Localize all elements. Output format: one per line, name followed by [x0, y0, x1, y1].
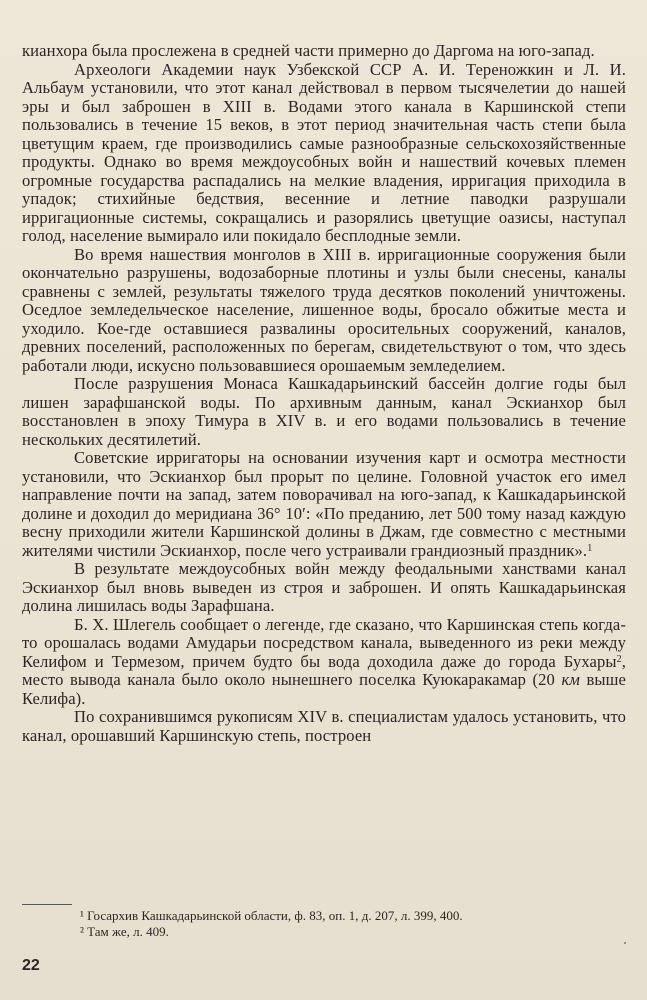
footnote-ref-2: 2	[616, 653, 622, 665]
paragraph-3: Во время нашествия монголов в XIII в. ирригационные сооружения были окончательно разрушены, водозаборные плотины и узлы были снесены, каналы сравнены с землей, результаты тяжелого труда десятков поколений уничтожены. Оседлое земледельческое население, лишенное воды, бросало обжитые места и уходило. Кое-где оставшиеся развалины оросительных сооружений, каналов, древних поселений, расположенных по берегам, свидетельствуют о том, что здесь работали люди, искусно пользовавшиеся орошаемым земледелием.	[22, 244, 626, 375]
paragraph-5	[22, 449, 626, 560]
paragraph-7-text-b: , место вывода канала было около нынешнего поселка Куюкаракамар (20	[22, 651, 626, 689]
paragraph-2: Археологи Академии наук Узбекской ССР А. И. Тереножкин и Л. И. Альбаум установили, что этот канал действовал в первом тысячелетии до нашей эры и был заброшен в XIII в. Водами этого канала в Каршинской степи пользовались в течение 15 веков, в этот период значительная часть степи была цветущим краем, где производились самые разнообразные сельскохозяйственные продукты. Однако во время междоусобных войн и нашествий кочевых племен огромные государства распадались на мелкие владения, ирригация приходила в упадок; стихийные бедствия, весенние и летние паводки разрушали ирригационные системы, сокращались и разорялись цветущие оазисы, наступал голод, население вымирало или покидало бесплодные земли.	[22, 59, 626, 245]
paragraph-1: кианхора была прослежена в средней части примерно до Даргома на юго-запад.	[22, 41, 595, 60]
body-text	[22, 42, 626, 745]
paragraph-5-text: Советские ирригаторы на основании изучения карт и осмотра местности установили, что Эскианхор был прорыт по целине. Головной участок его имел направление почти на запад, затем поворачивал на юго-запад, к Кашкадарьинской долине и доходил до меридиана 36° 10′: «По преданию, лет 500 тому назад каждую весну приходили жители Каршинской долины в Джам, где совместно с местными жителями чистили Эскианхор, после чего устраивали грандиозный праздник».	[22, 448, 626, 560]
print-speck	[624, 942, 626, 944]
paragraph-6: В результате междоусобных войн между феодальными ханствами канал Эскианхор был вновь выведен из строя и заброшен. И опять Кашкадарьинская долина лишилась воды Зарафшана.	[22, 559, 626, 615]
footnotes	[22, 908, 626, 940]
page-number: 22	[22, 957, 40, 974]
paragraph-7-text-a: Б. Х. Шлегель сообщает о легенде, где сказано, что Каршинская степь когда-то орошалась водами Амударьи посредством канала, выведенного из реки между Келифом и Термезом, причем будто бы вода доходила даже до города Бухары	[22, 614, 626, 671]
paragraph-7-text-c: выше Келифа).	[22, 670, 626, 708]
footnote-divider	[22, 904, 72, 905]
footnote-ref-1: 1	[587, 542, 593, 554]
paragraph-8: По сохранившимся рукописям XIV в. специалистам удалось установить, что канал, орошавший Каршинскую степь, построен	[22, 707, 626, 745]
paragraph-7	[22, 616, 626, 709]
footnote-1: ¹ Госархив Кашкадарьинской области, ф. 83, оп. 1, д. 207, л. 399, 400.	[80, 908, 463, 923]
footnote-2: ² Там же, л. 409.	[80, 924, 169, 939]
paragraph-4: После разрушения Монаса Кашкадарьинский бассейн долгие годы был лишен зарафшанской воды. По архивным данным, канал Эскианхор был восстановлен в эпоху Тимура в XIV в. и его водами пользовались в течение нескольких десятилетий.	[22, 374, 626, 449]
unit-km: км	[561, 670, 580, 689]
